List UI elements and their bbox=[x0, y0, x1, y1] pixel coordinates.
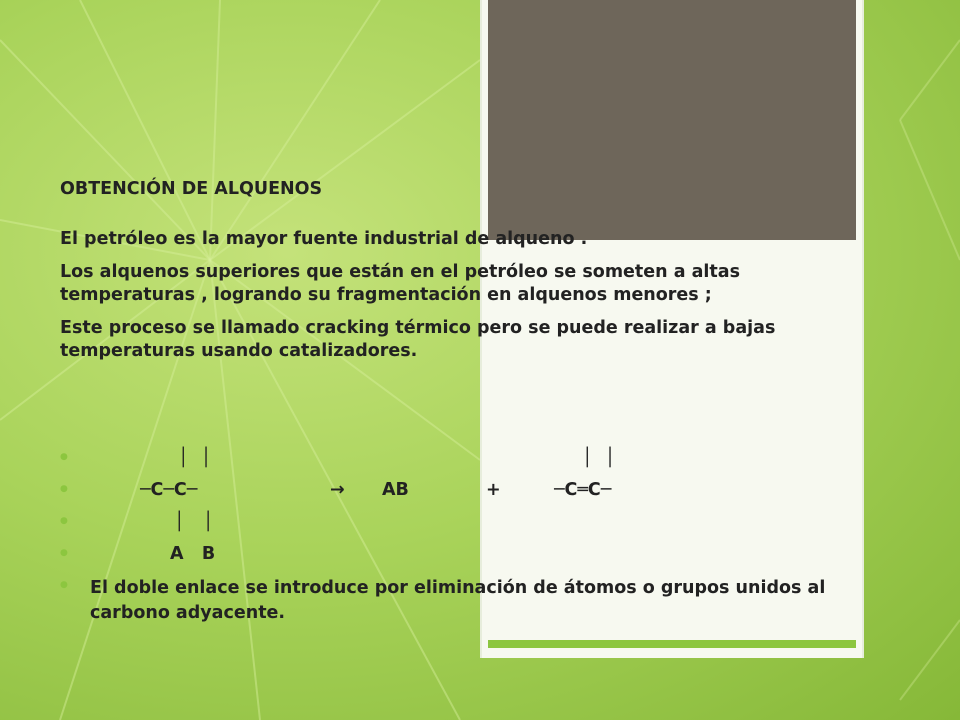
bullet-icon: ● bbox=[60, 548, 68, 558]
paragraph-2: Los alquenos superiores que están en el petróleo se someten a altas temperaturas , logrando su fragmentación en alquenos menores ; bbox=[60, 262, 741, 305]
bullet-icon: ● bbox=[60, 516, 68, 526]
product-ab: AB bbox=[382, 480, 409, 500]
paragraph-3: Este proceso se llamado cracking térmico pero se puede realizar a bajas temperaturas usando catalizadores. bbox=[60, 318, 776, 361]
reaction-arrow: → bbox=[330, 480, 345, 500]
bullet-icon: ● bbox=[60, 580, 68, 590]
accent-bar bbox=[488, 640, 856, 648]
list-item bbox=[60, 480, 860, 512]
list-item bbox=[60, 448, 860, 480]
slide-title: OBTENCIÓN DE ALQUENOS bbox=[60, 179, 323, 199]
alkene-product: ─C═C─ bbox=[554, 480, 612, 500]
bullet-icon: ● bbox=[60, 484, 68, 494]
reactant: ─C─C─ bbox=[140, 480, 198, 500]
list-item bbox=[60, 576, 860, 626]
list-item bbox=[60, 544, 860, 576]
bonds-top-right: │ │ bbox=[582, 448, 616, 468]
plus-sign: + bbox=[486, 480, 501, 500]
bullet-icon: ● bbox=[60, 452, 68, 462]
bonds-top-left: │ │ bbox=[178, 448, 212, 468]
closing-bullet-text: El doble enlace se introduce por eliminación de átomos o grupos unidos al carbono adyacente. bbox=[90, 578, 826, 623]
bonds-bottom-left: │ │ bbox=[174, 512, 214, 532]
slide-body bbox=[60, 178, 860, 373]
substituents: A B bbox=[170, 544, 216, 564]
reaction-list bbox=[60, 448, 860, 626]
paragraph-1: El petróleo es la mayor fuente industrial de alqueno . bbox=[60, 229, 588, 249]
list-item bbox=[60, 512, 860, 544]
